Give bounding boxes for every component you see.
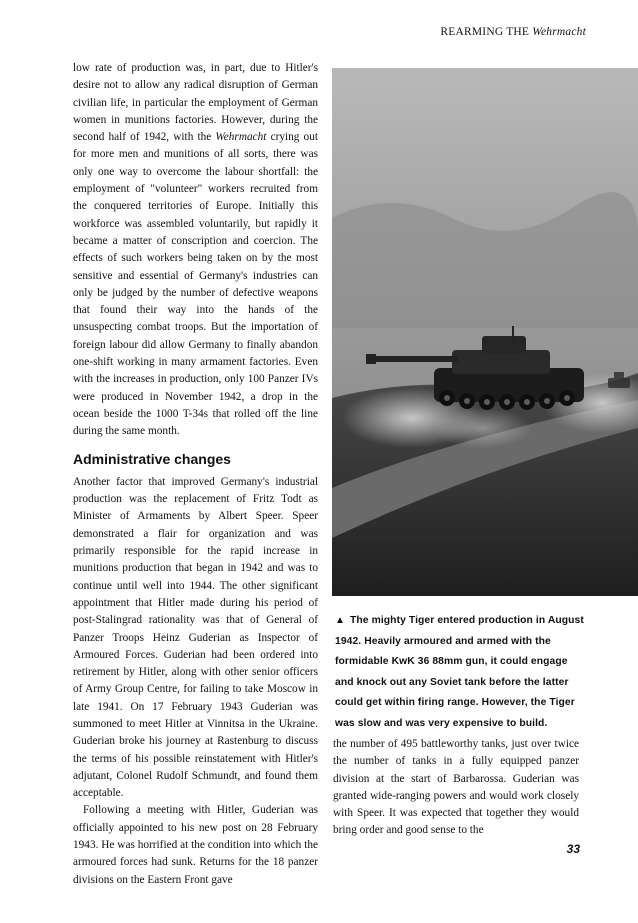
left-column: [73, 60, 318, 889]
body-paragraph-3: Following a meeting with Hitler, Guderian was officially appointed to his new post on 28 February 1943. He was horrified at the condition into which the armoured forces had sunk. Returns for the 18 panzer divisions on the Eastern Front gave: [73, 804, 318, 886]
running-head-italic: Wehrmacht: [532, 26, 586, 38]
body-paragraph-2: Another factor that improved Germany's industrial production was the replacement of Fritz Todt as Minister of Armaments by Albert Speer. Speer demonstrated a flair for organization and was primarily responsible for the rapid increase in munitions production that began in 1942 and was to continue until well into 1944. The other significant appointment that Hitler made during his period of post-Stalingrad rationality was that of General of Panzer Troops Heinz Guderian as Inspector of Armoured Forces. Guderian had been ordered into retirement by Hitler, along with other senior officers of Army Group Centre, for failing to take Moscow in late 1941. On 17 February 1943 Guderian was summoned to meet Hitler at Vinnitsa in the Ukraine. Guderian broke his journey at Rastenburg to discuss the terms of his possible reinstatement with Hitler's adjutant, Colonel Rudolf Schmundt, and found them acceptable.: [73, 475, 318, 800]
running-head-prefix: REARMING THE: [440, 26, 530, 38]
para1-italic: Wehrmacht: [215, 131, 267, 144]
tiger-tank-illustration: [332, 68, 638, 596]
section-heading: Administrative changes: [73, 450, 231, 467]
para1-text-b: crying out for more men and munitions of all sorts, there was only one way to overcome the labour shortfall: the employment of "volunteer" workers recruited from the conquered territories of Europe. Initially this workforce was assembled voluntarily, but rapidly it became a matter of conscription and coercion. The effects of such workers being taken on by the most sensitive and essential of Germany's industries can only be judged by the number of defective weapons that found their way into the hands of the unsuspecting combat troops. But the importation of foreign labour did allow Germany to finally abandon one-shift working in many armament factories. Even with the increases in production, only 100 Panzer IVs were produced in November 1942, a drop in the ocean beside the 1000 T-34s that rolled off the line during the same month.: [73, 131, 318, 438]
running-head: [440, 26, 586, 38]
caption-text: The mighty Tiger entered production in August 1942. Heavily armoured and armed with the formidable KwK 36 88mm gun, it could engage and knock out any Soviet tank before the latter could get within firing range. However, the Tiger was slow and was very expensive to build.: [335, 615, 584, 729]
photo-caption: [335, 611, 585, 734]
body-paragraph-1: [73, 60, 318, 441]
page-number: 33: [566, 842, 580, 856]
tiger-tank-photo: [332, 68, 638, 596]
caption-triangle-icon: ▲: [335, 615, 345, 626]
right-body-paragraph: the number of 495 battleworthy tanks, just over twice the number of tanks in a fully equipped panzer division at the start of Barbarossa. Guderian was granted wide-ranging powers and would work closely with Speer. It was expected that together they would bring order and good sense to the: [333, 738, 579, 837]
right-column: [333, 736, 579, 840]
para1-text-a: low rate of production was, in part, due to Hitler's desire not to allow any radical disruption of German civilian life, in particular the employment of German women in munitions factories. However, during the second half of 1942, with the: [73, 62, 318, 144]
